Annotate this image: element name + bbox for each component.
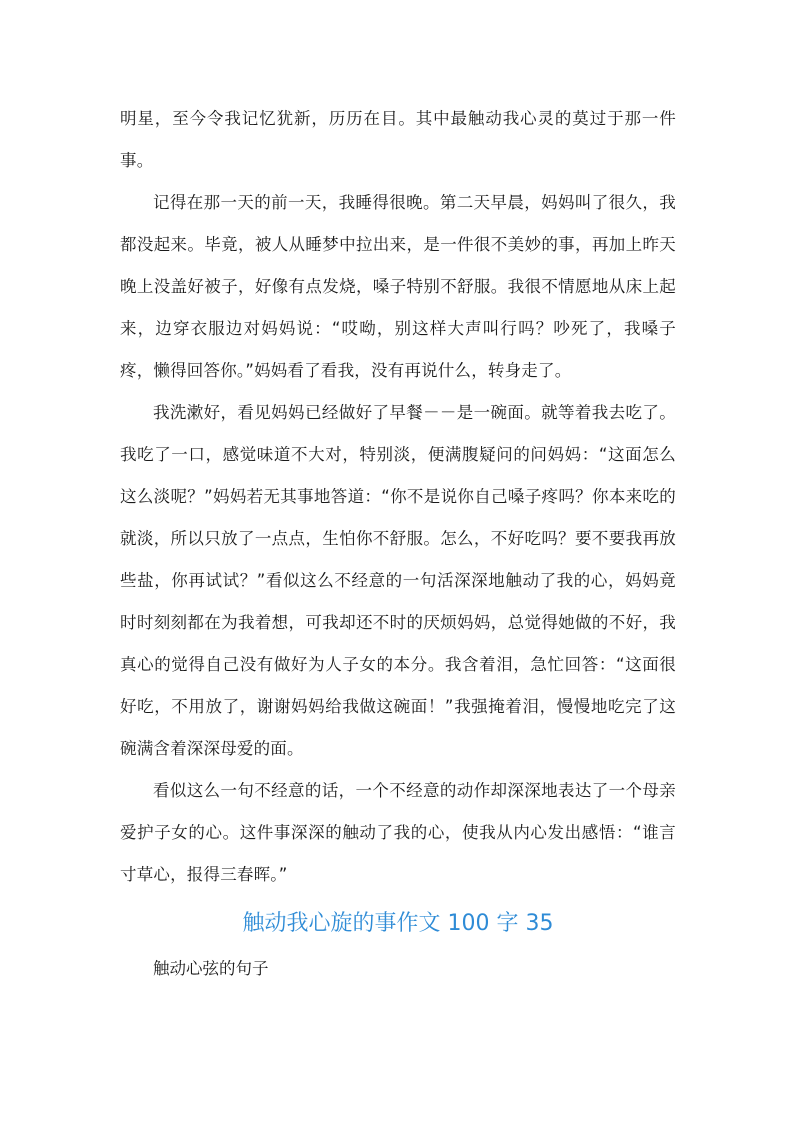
- paragraph-story-noodles: 我洗漱好，看见妈妈已经做好了早餐－－是一碗面。就等着我去吃了。我吃了一口，感觉味道不大对，特别淡，便满腹疑问的问妈妈：“这面怎么这么淡呢？”妈妈若无其事地答道：“你不是说你自己嗓子疼吗？你本来吃的就淡，所以只放了一点点，生怕你不舒服。怎么，不好吃吗？要不要我再放些盐，你再试试？”看似这么不经意的一句活深深地触动了我的心，妈妈竟时时刻刻都在为我着想，可我却还不时的厌烦妈妈，总觉得她做的不好，我真心的觉得自己没有做好为人子女的本分。我含着泪，急忙回答：“这面很好吃，不用放了，谢谢妈妈给我做这碗面！”我强掩着泪，慢慢地吃完了这碗满含着深深母爱的面。: [120, 403, 676, 758]
- document-page: [120, 98, 676, 990]
- section-subheading: 触动心弦的句子: [153, 959, 269, 978]
- section-heading: 触动我心旋的事作文 100 字 35: [242, 911, 554, 936]
- paragraph-story-morning: 记得在那一天的前一天，我睡得很晚。第二天早晨，妈妈叫了很久，我都没起来。毕竟，被人从睡梦中拉出来，是一件很不美妙的事，再加上昨天晚上没盖好被子，好像有点发烧，嗓子特别不舒服。我很不情愿地从床上起来，边穿衣服边对妈妈说：“哎呦，别这样大声叫行吗？吵死了，我嗓子疼，懒得回答你。”妈妈看了看我，没有再说什么，转身走了。: [120, 193, 676, 380]
- paragraph-conclusion: 看似这么一句不经意的话，一个不经意的动作却深深地表达了一个母亲爱护子女的心。这件事深深的触动了我的心，使我从内心发出感悟：“谁言寸草心，报得三春晖。”: [120, 781, 676, 884]
- paragraph-continuation: 明星，至今令我记忆犹新，历历在目。其中最触动我心灵的莫过于那一件事。: [120, 109, 676, 170]
